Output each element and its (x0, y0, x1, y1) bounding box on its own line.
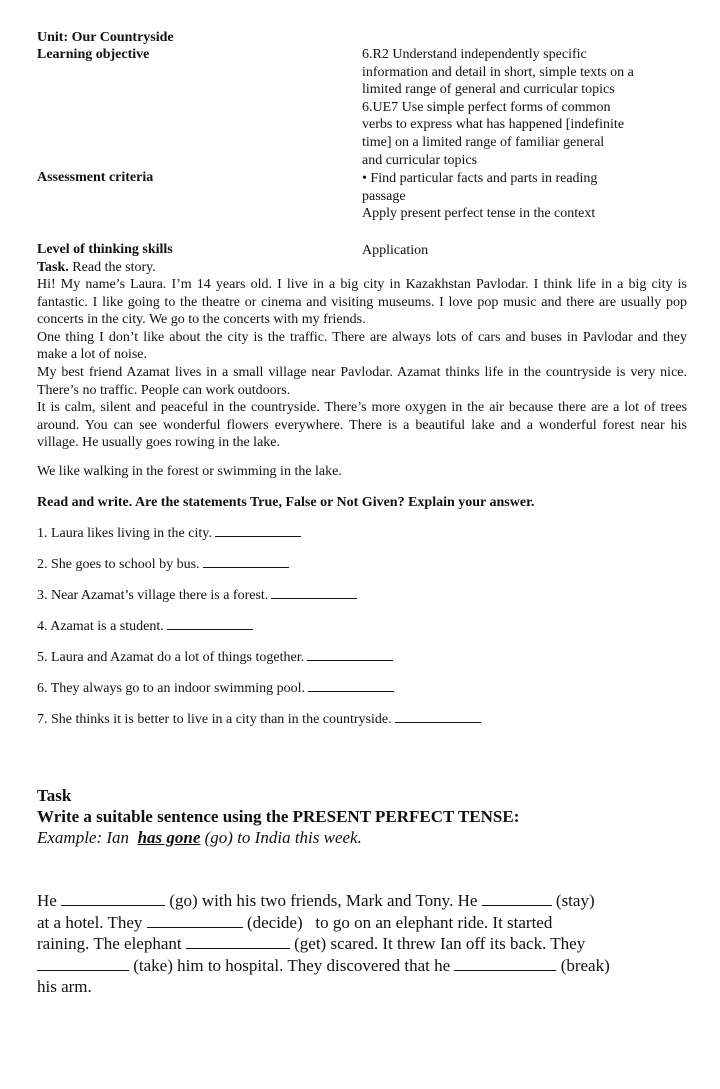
paragraph-line (37, 890, 667, 912)
lo-line: information and detail in short, simple texts on a (362, 64, 634, 80)
example-answer: has gone (137, 828, 201, 847)
answer-blank[interactable] (395, 710, 481, 723)
verb-hint: (get) (294, 934, 327, 953)
lo-line: 6.R2 Understand independently specific (362, 47, 587, 62)
statement-text: 3. Near Azamat’s village there is a forest. (37, 588, 269, 603)
example-suffix: (go) to India this week. (204, 828, 362, 847)
paragraph-text: him to hospital. They discovered that he (177, 955, 451, 975)
task2-title: Task (37, 786, 72, 805)
story-paragraph: Hi! My name’s Laura. I’m 14 years old. I live in a big city in Kazakhstan Pavlodar. I think life in a big city is fantastic. I like going to the theatre or cinema and visiting museums. I love pop music and there are usually pop concerts in the city. We go to the concerts with my friends. (37, 277, 687, 328)
lo-line: 6.UE7 Use simple perfect forms of common (362, 99, 611, 115)
task1-heading (37, 259, 156, 277)
paragraph-line (37, 955, 667, 977)
paragraph-line (37, 976, 667, 998)
answer-blank[interactable] (307, 648, 393, 661)
example-prefix: Example: Ian (37, 828, 130, 847)
statement-text: 1. Laura likes living in the city. (37, 526, 212, 541)
thinking-skills-value: Application (362, 243, 429, 258)
task2-paragraph (37, 890, 667, 998)
story-closing: We like walking in the forest or swimming in the lake. (37, 464, 342, 479)
statement-text: 2. She goes to school by bus. (37, 557, 200, 572)
statement-text: 6. They always go to an indoor swimming pool. (37, 681, 306, 696)
task2-example (37, 827, 362, 848)
task2-instruction: Write a suitable sentence using the PRESENT PERFECT TENSE: (37, 807, 520, 826)
verb-hint: (break) (560, 955, 610, 975)
verb-hint: (take) (133, 955, 173, 975)
answer-blank[interactable] (167, 617, 253, 630)
story-paragraph: It is calm, silent and peaceful in the countryside. There’s more oxygen in the air because there are a lot of trees around. You can see wonderful flowers everywhere. There is a beautiful lake and a wonderful forest near his village. He usually goes rowing in the lake. (37, 400, 687, 451)
answer-blank[interactable] (215, 524, 301, 537)
verb-blank[interactable] (482, 891, 552, 906)
assessment-criteria-text (362, 170, 682, 223)
unit-title: Unit: Our Countryside (37, 30, 174, 45)
paragraph-text: He (37, 891, 57, 910)
paragraph-text: at a hotel. They (37, 912, 143, 932)
task1-label: Task. (37, 260, 69, 275)
verb-blank[interactable] (186, 934, 290, 949)
statement-item (37, 679, 394, 698)
ac-line: passage (362, 188, 406, 204)
paragraph-line (37, 933, 667, 955)
paragraph-text: to go on an elephant ride. It started (315, 912, 553, 932)
statement-item (37, 555, 289, 574)
answer-blank[interactable] (203, 555, 289, 568)
paragraph-text: scared. It threw Ian off its back. They (330, 934, 586, 953)
statement-text: 5. Laura and Azamat do a lot of things together. (37, 650, 305, 665)
statement-item (37, 524, 301, 543)
learning-objective-text (362, 46, 682, 169)
task1-instruction: Read the story. (72, 260, 156, 275)
verb-hint: (decide) (246, 912, 303, 932)
answer-blank[interactable] (308, 679, 394, 692)
statement-text: 7. She thinks it is better to live in a city than in the countryside. (37, 712, 392, 727)
statement-text: 4. Azamat is a student. (37, 619, 164, 634)
verb-blank[interactable] (61, 891, 165, 906)
verb-blank[interactable] (454, 956, 556, 971)
statement-item (37, 710, 481, 729)
statement-item (37, 586, 357, 605)
paragraph-text: his arm. (37, 977, 92, 996)
story-text (37, 276, 687, 452)
verb-blank[interactable] (37, 956, 129, 971)
statement-item (37, 648, 393, 667)
lo-line: and curricular topics (362, 152, 478, 168)
paragraph-text: raining. The elephant (37, 934, 182, 953)
statement-item (37, 617, 253, 636)
paragraph-text: with his two friends, Mark and Tony. He (201, 891, 478, 910)
story-paragraph: One thing I don’t like about the city is the traffic. There are always lots of cars and buses in Pavlodar and they make a lot of noise. (37, 329, 687, 363)
paragraph-line (37, 912, 667, 934)
learning-objective-label: Learning objective (37, 47, 150, 62)
thinking-skills-label: Level of thinking skills (37, 242, 173, 257)
lo-line: time] on a limited range of familiar general (362, 134, 605, 150)
assessment-criteria-label: Assessment criteria (37, 170, 154, 185)
story-paragraph: My best friend Azamat lives in a small village near Pavlodar. Azamat thinks life in the countryside is very nice. There’s no traffic. People can work outdoors. (37, 364, 687, 398)
answer-blank[interactable] (271, 586, 357, 599)
ac-line: • Find particular facts and parts in reading (362, 171, 598, 186)
lo-line: limited range of general and curricular topics (362, 82, 615, 98)
read-write-heading: Read and write. Are the statements True, False or Not Given? Explain your answer. (37, 495, 535, 510)
lo-line: verbs to express what has happened [indefinite (362, 117, 625, 133)
verb-hint: (go) (169, 891, 198, 910)
verb-hint: (stay) (555, 891, 595, 910)
verb-blank[interactable] (147, 913, 243, 928)
ac-line: Apply present perfect tense in the context (362, 206, 596, 222)
